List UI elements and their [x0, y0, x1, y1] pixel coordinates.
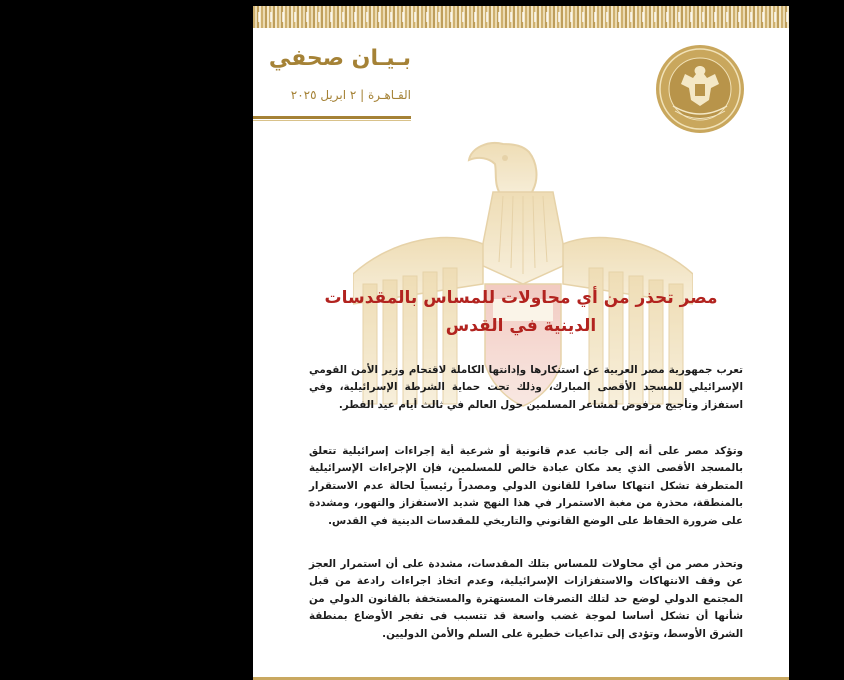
- press-release-document: [253, 6, 789, 680]
- body-paragraph-1: تعرب جمهورية مصر العربية عن استنكارها وإدانتها الكاملة لاقتحام وزير الأمن القومي الإسرائيلي للمسجد الأقصى المبارك، وذلك تحت حماية الشرطة الإسرائيلية، وفي استفزاز وتأجيج مرفوض لمشاعر المسلمين حول العالم في ثالث أيام عيد الفطر.: [309, 364, 743, 411]
- press-release-title: بـيـان صحفي: [268, 46, 411, 71]
- header-divider: [253, 116, 411, 119]
- body-paragraph-3: وتحذر مصر من أي محاولات للمساس بتلك المقدسات، مشددة على أن استمرار العجز عن وقف الانتهاكات والاستفزازات الإسرائيلية، وعدم اتخاذ اجراءات رادعة من قبل المجتمع الدولي لوضع حد لتلك التصرفات المستهترة والمستخفة بالقانون الدولي من شأنها أن تشكل أساسا لموجة غضب واسعة قد تتسبب فى تفجر الأوضاع بمنطقة الشرق الأوسط، وتؤدى إلى تداعيات خطيرة على السلم والأمن الدوليين.: [309, 558, 743, 640]
- headline: [293, 284, 749, 340]
- dateline: القـاهـرة | ٢ ابريل ٢٠٢٥: [290, 88, 411, 102]
- headline-line-1: مصر تحذر من أي محاولات للمساس بالمقدسات: [324, 288, 718, 308]
- egypt-eagle-seal-icon: [655, 44, 745, 134]
- headline-line-2: الدينية في القدس: [445, 316, 597, 336]
- decorative-top-border: [253, 6, 789, 28]
- body-paragraph-2: وتؤكد مصر على أنه إلى جانب عدم قانونية أو شرعية أية إجراءات إسرائيلية تتعلق بالمسجد الأقصى الذي يعد مكان عبادة خالص للمسلمين، فإن الإجراءات الإسرائيلية المتطرفة تشكل انتهاكا سافرا للقانون الدولي ومصدراً رئيسياً لحالة عدم الاستقرار بالمنطقة، محذرة من مغبة الاستمرار في هذا النهج شديد الاستفزاز والتهور، ومشددة على ضرورة الحفاظ على الوضع القانوني والتاريخي للمقدسات الدينية في القدس.: [309, 445, 743, 527]
